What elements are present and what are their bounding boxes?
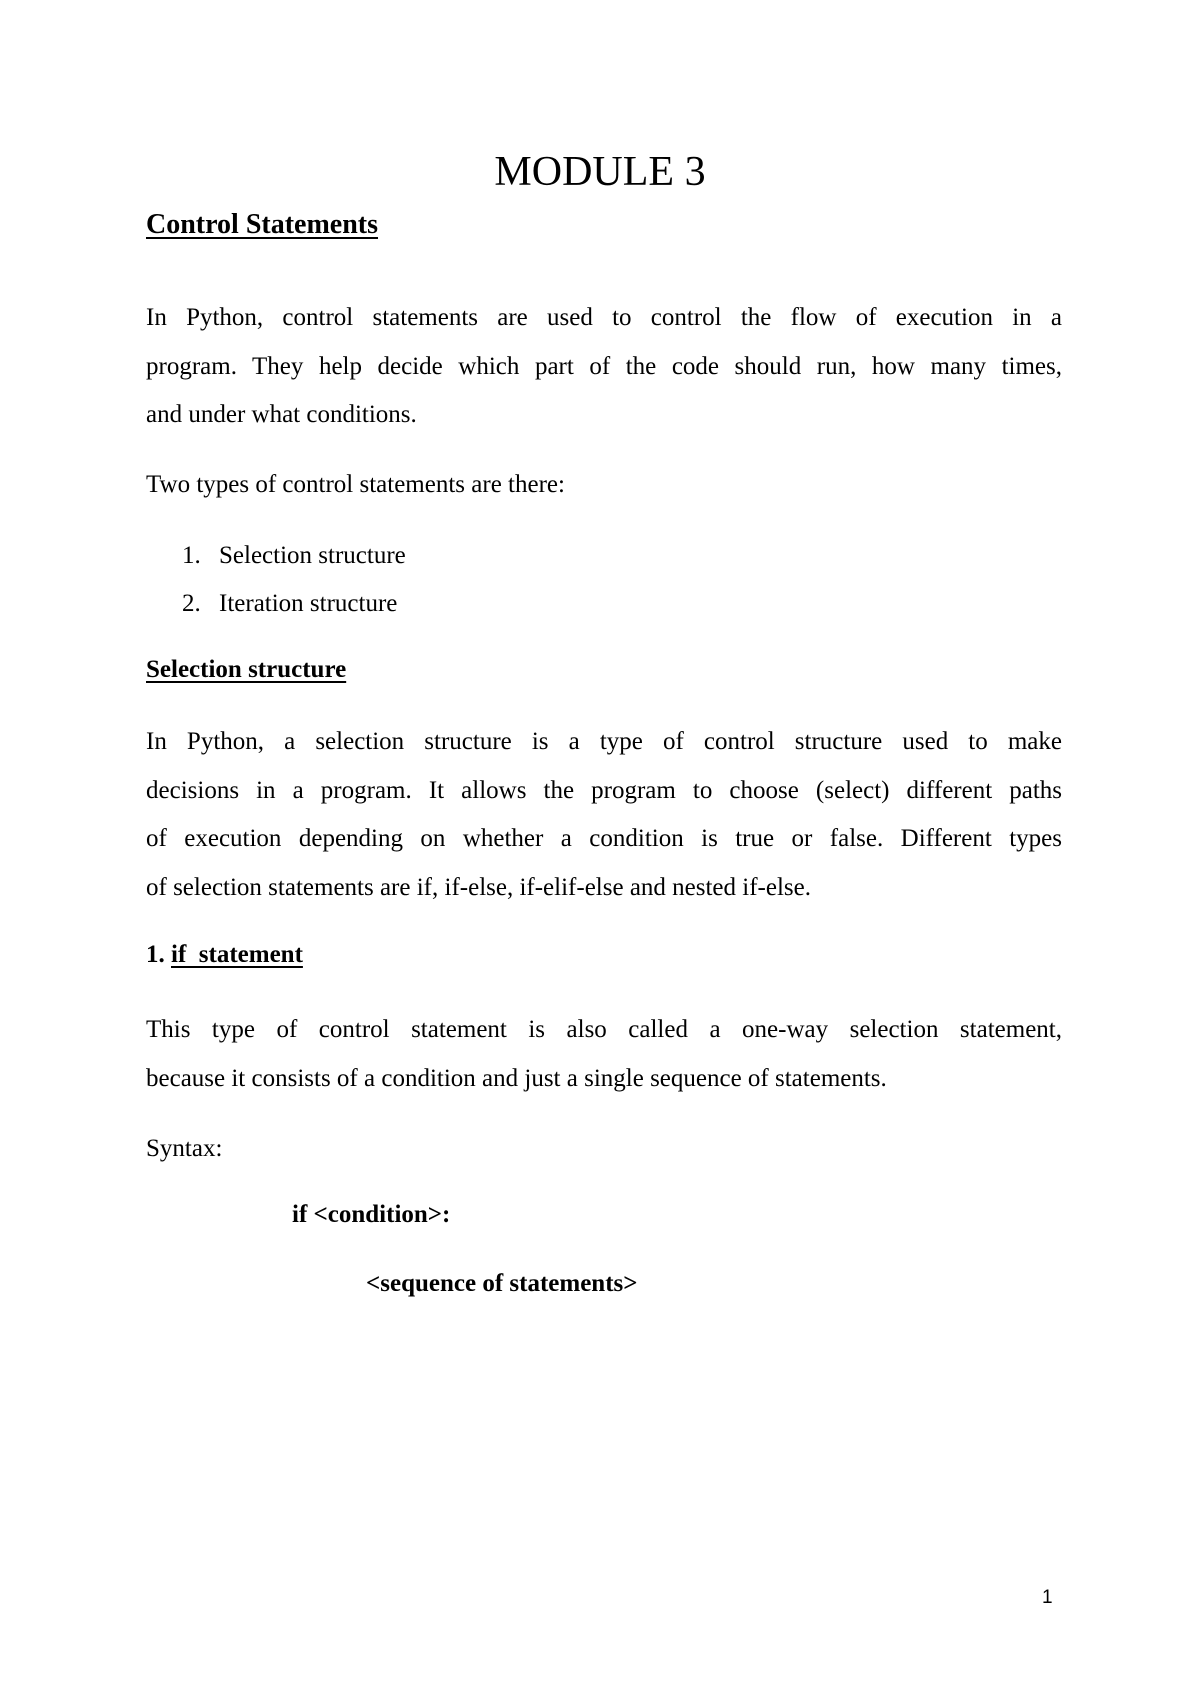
list-item <box>146 580 406 628</box>
if-line-2: because it consists of a condition and just a single sequence of statements. <box>146 1064 887 1092</box>
list-item-number: 1. <box>182 542 201 569</box>
if-line-1: This type of control statement is also called a one-way selection statement, <box>146 1016 1062 1043</box>
selection-structure-heading: Selection structure <box>146 656 347 683</box>
control-statements-intro <box>146 294 1062 440</box>
if-statement-number: 1. <box>146 941 165 968</box>
selection-structure-paragraph <box>146 718 1062 912</box>
syntax-line-condition: if <condition>: <box>292 1201 451 1228</box>
list-item-label: Iteration structure <box>219 590 398 617</box>
selection-line-2: decisions in a program. It allows the program to choose (select) different paths <box>146 776 1062 804</box>
if-statement-paragraph <box>146 1006 1062 1103</box>
intro-line-1: In Python, control statements are used to control the flow of execution in a <box>146 304 1062 331</box>
selection-line-3: of execution depending on whether a condition is true or false. Different types <box>146 825 1062 852</box>
list-item <box>146 532 406 580</box>
types-intro: Two types of control statements are there: <box>146 471 565 498</box>
intro-line-3: and under what conditions. <box>146 401 417 428</box>
module-title: MODULE 3 <box>494 149 706 195</box>
selection-line-1: In Python, a selection structure is a type of control structure used to make <box>146 728 1062 755</box>
control-statements-heading: Control Statements <box>146 209 379 240</box>
list-item-number: 2. <box>182 590 201 617</box>
selection-line-4: of selection statements are if, if-else, if-elif-else and nested if-else. <box>146 873 811 901</box>
page-number: 1 <box>1042 1587 1053 1608</box>
list-item-label: Selection structure <box>219 542 406 569</box>
syntax-line-sequence: <sequence of statements> <box>366 1270 638 1297</box>
if-statement-title: if statement <box>171 941 303 968</box>
syntax-label: Syntax: <box>146 1135 223 1162</box>
control-types-list <box>146 532 406 628</box>
if-statement-heading <box>146 939 303 971</box>
intro-line-2: program. They help decide which part of the code should run, how many times, <box>146 352 1062 380</box>
